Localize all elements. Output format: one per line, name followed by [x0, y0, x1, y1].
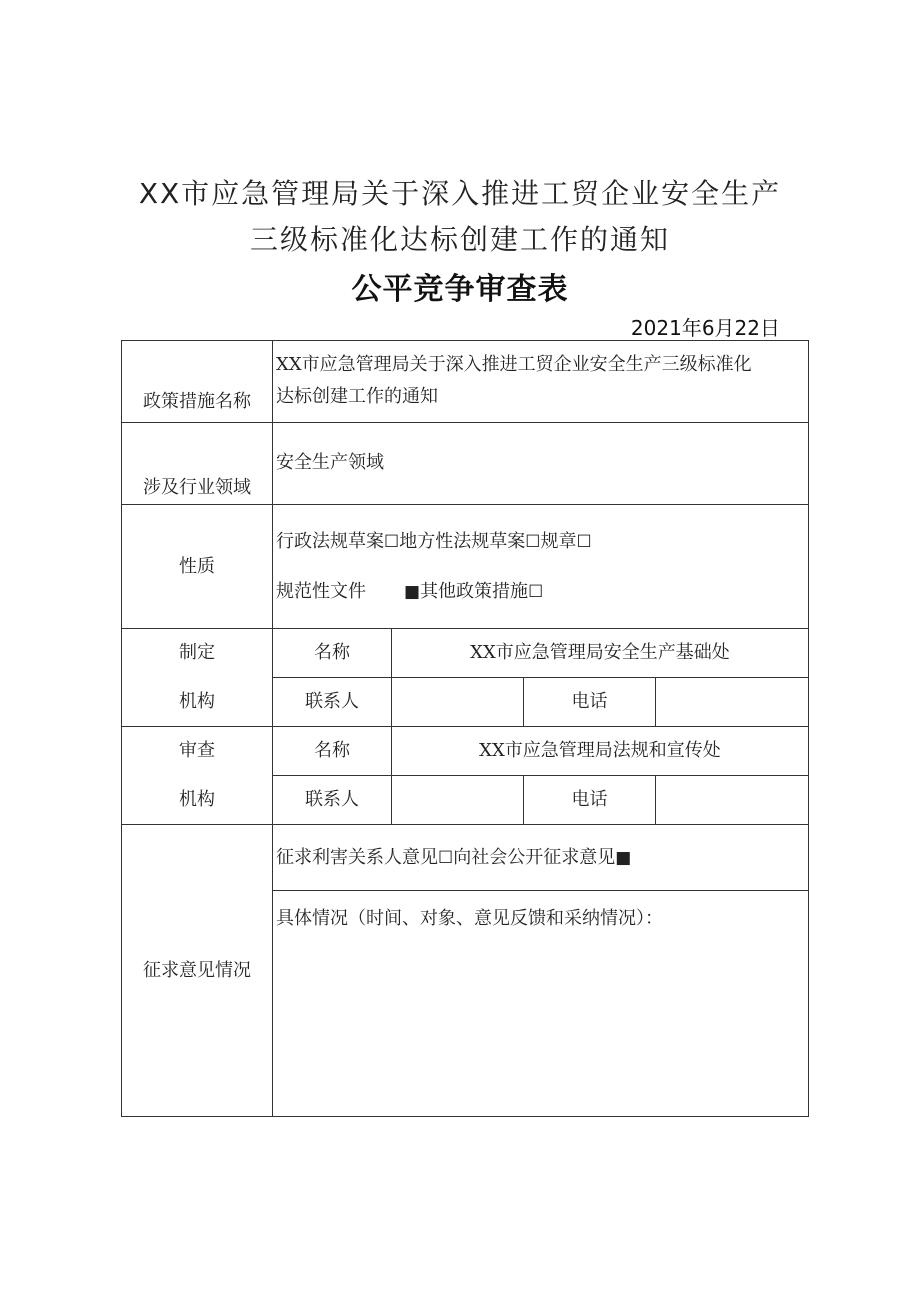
document-title-line-1: XX市应急管理局关于深入推进工贸企业安全生产 — [138, 177, 782, 210]
opinion-option-stakeholders: 征求利害关系人意见 — [276, 847, 438, 868]
reviewer-phone-value[interactable] — [655, 775, 809, 825]
opinion-option-public: 向社会公开征求意见 — [453, 847, 616, 868]
reviewer-name-label — [272, 726, 392, 776]
nature-option-local-regulation-draft: 地方性法规草案 — [399, 531, 526, 552]
policy-name-value — [272, 340, 809, 423]
nature-label-text: 性质 — [179, 555, 215, 577]
opinion-details-label: 具体情况（时间、对象、意见反馈和采纳情况）： — [276, 908, 663, 929]
form-title: 公平竞争审查表 — [351, 272, 569, 307]
nature-option-normative-document: 规范性文件 — [276, 581, 366, 602]
reviewer-name-value-text: XX市应急管理局法规和宣传处 — [479, 740, 721, 761]
reviewer-contact-value[interactable] — [391, 775, 524, 825]
document-title-line-2: 三级标准化达标创建工作的通知 — [249, 223, 670, 256]
policy-name-line-2: 达标创建工作的通知 — [276, 386, 438, 407]
industry-label — [121, 422, 273, 505]
policy-name-label — [121, 340, 273, 423]
maker-phone-label — [523, 677, 656, 727]
reviewer-org-label — [121, 726, 273, 825]
policy-name-line-1: XX市应急管理局关于深入推进工贸企业安全生产三级标准化 — [276, 354, 752, 375]
reviewer-phone-label — [523, 775, 656, 825]
industry-value — [272, 422, 809, 505]
maker-name-value — [391, 628, 809, 678]
nature-normative-document-checkbox[interactable]: ■ — [404, 582, 421, 602]
opinion-label — [121, 824, 273, 1117]
nature-option-other-policy: 其他政策措施 — [420, 581, 529, 602]
maker-name-label-text: 名称 — [314, 642, 350, 663]
nature-options — [272, 504, 809, 629]
reviewer-name-label-text: 名称 — [314, 740, 350, 761]
opinion-label-text: 征求意见情况 — [143, 959, 251, 981]
reviewer-contact-label — [272, 775, 392, 825]
opinion-public-checkbox[interactable]: ■ — [615, 848, 632, 868]
industry-value-text: 安全生产领域 — [276, 452, 384, 473]
opinion-details[interactable] — [272, 890, 809, 1117]
industry-label-text: 涉及行业领域 — [143, 477, 251, 498]
maker-name-label — [272, 628, 392, 678]
nature-local-regulation-checkbox[interactable]: ☐ — [525, 532, 541, 552]
maker-contact-value[interactable] — [391, 677, 524, 727]
nature-label — [121, 504, 273, 629]
document-date: 2021年6月22日 — [630, 316, 780, 340]
nature-rules-checkbox[interactable]: ☐ — [576, 532, 592, 552]
reviewer-org-label-top: 审查 — [179, 740, 215, 762]
policy-name-label-text: 政策措施名称 — [143, 391, 251, 412]
reviewer-phone-label-text: 电话 — [571, 789, 608, 810]
maker-name-value-text: XX市应急管理局安全生产基础处 — [470, 642, 730, 663]
opinion-stakeholders-checkbox[interactable]: ☐ — [438, 848, 454, 868]
maker-org-label — [121, 628, 273, 727]
maker-phone-value[interactable] — [655, 677, 809, 727]
maker-phone-label-text: 电话 — [571, 691, 608, 712]
maker-org-label-top: 制定 — [179, 642, 215, 664]
nature-admin-regulation-checkbox[interactable]: ☐ — [384, 532, 400, 552]
opinion-options — [272, 824, 809, 891]
maker-contact-label-text: 联系人 — [305, 691, 359, 712]
nature-options-line-2 — [276, 577, 808, 607]
nature-option-admin-regulation-draft: 行政法规草案 — [276, 531, 384, 552]
maker-org-label-bottom: 机构 — [179, 690, 215, 712]
nature-option-rules: 规章 — [540, 531, 577, 552]
maker-contact-label — [272, 677, 392, 727]
reviewer-org-label-bottom: 机构 — [179, 788, 215, 810]
nature-other-policy-checkbox[interactable]: ☐ — [528, 582, 544, 602]
reviewer-contact-label-text: 联系人 — [305, 789, 359, 810]
nature-options-line-1 — [276, 527, 808, 557]
reviewer-name-value — [391, 726, 809, 776]
